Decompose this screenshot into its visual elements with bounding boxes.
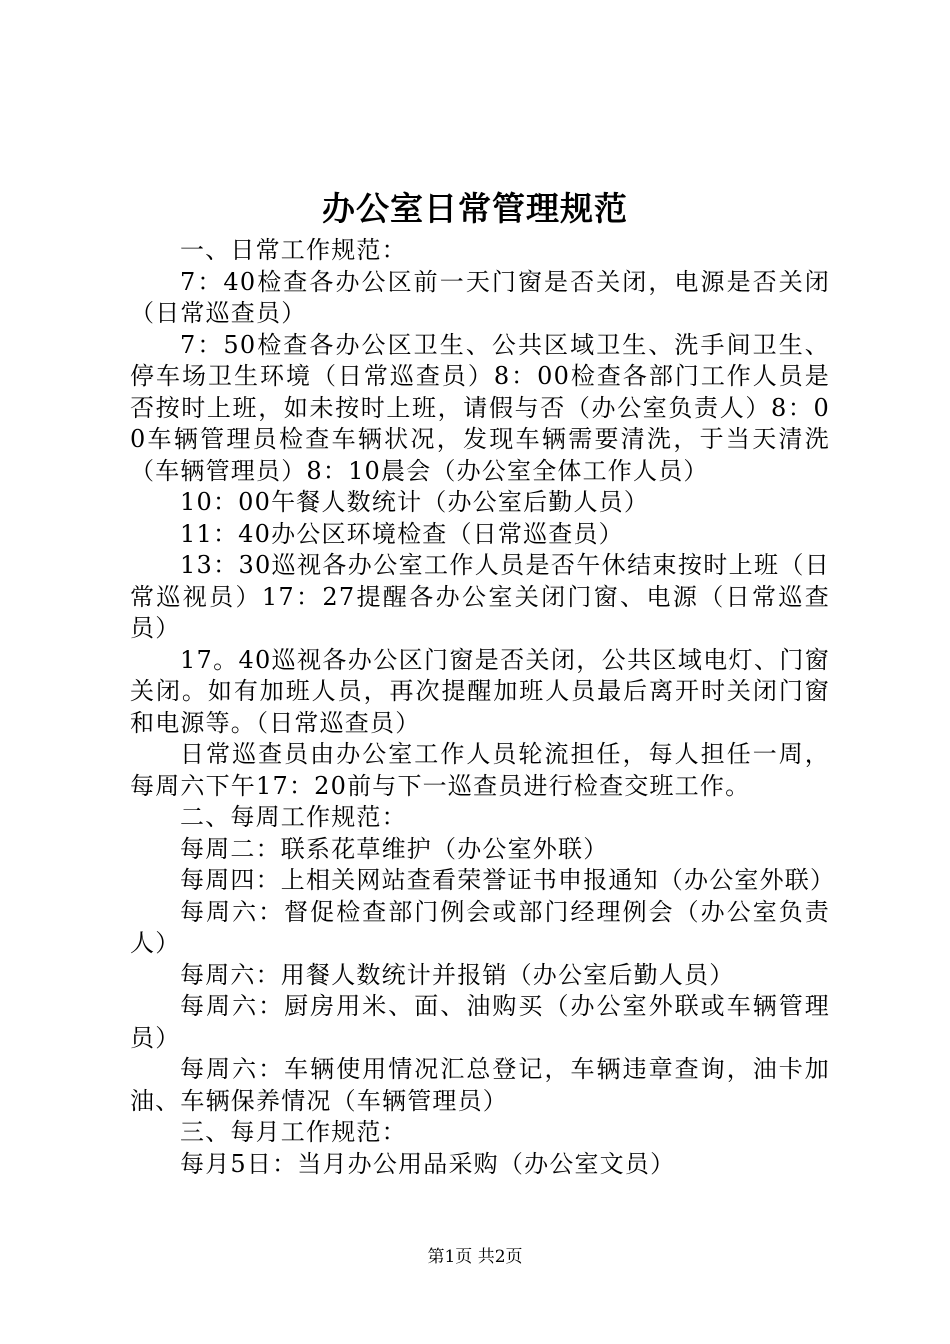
paragraph: 7：50检查各办公区卫生、公共区域卫生、洗手间卫生、停车场卫生环境（日常巡查员）8：00检查各部门工作人员是否按时上班，如未按时上班，请假与否（办公室负责人）8：00车辆管理员检查车辆状况，发现车辆需要清洗，于当天清洗（车辆管理员）8：10晨会（办公室全体工作人员） bbox=[130, 330, 830, 485]
document-title: 办公室日常管理规范 bbox=[322, 189, 628, 228]
paragraph: 每月5日：当月办公用品采购（办公室文员） bbox=[180, 1149, 676, 1178]
paragraph: 日常巡查员由办公室工作人员轮流担任，每人担任一周，每周六下午17：20前与下一巡查员进行检查交班工作。 bbox=[130, 740, 830, 800]
page-number-footer: 第1页 共2页 bbox=[427, 1247, 523, 1267]
paragraph: 每周六：车辆使用情况汇总登记，车辆违章查询，油卡加油、车辆保养情况（车辆管理员） bbox=[130, 1055, 830, 1115]
paragraph: 每周四：上相关网站查看荣誉证书申报通知（办公室外联） bbox=[180, 866, 836, 894]
paragraph: 17。40巡视各办公区门窗是否关闭，公共区域电灯、门窗关闭。如有加班人员，再次提醒加班人员最后离开时关闭门窗和电源等。（日常巡查员） bbox=[130, 645, 830, 737]
section-heading-monthly: 三、每月工作规范： bbox=[180, 1118, 407, 1146]
paragraph: 11：40办公区环境检查（日常巡查员） bbox=[180, 519, 624, 548]
paragraph: 每周六：厨房用米、面、油购买（办公室外联或车辆管理员） bbox=[130, 992, 830, 1052]
section-heading-weekly: 二、每周工作规范： bbox=[180, 803, 407, 831]
paragraph: 每周六：用餐人数统计并报销（办公室后勤人员） bbox=[180, 960, 735, 989]
paragraph: 13：30巡视各办公室工作人员是否午休结束按时上班（日常巡视员）17：27提醒各办公室关闭门窗、电源（日常巡查员） bbox=[130, 551, 830, 642]
document-body bbox=[130, 235, 836, 1180]
paragraph: 7：40检查各办公区前一天门窗是否关闭，电源是否关闭（日常巡查员） bbox=[130, 267, 830, 327]
paragraph: 每周二：联系花草维护（办公室外联） bbox=[180, 834, 609, 863]
section-heading-daily: 一、日常工作规范： bbox=[180, 236, 407, 264]
paragraph: 每周六：督促检查部门例会或部门经理例会（办公室负责人） bbox=[130, 897, 830, 957]
paragraph: 10：00午餐人数统计（办公室后勤人员） bbox=[180, 488, 650, 516]
